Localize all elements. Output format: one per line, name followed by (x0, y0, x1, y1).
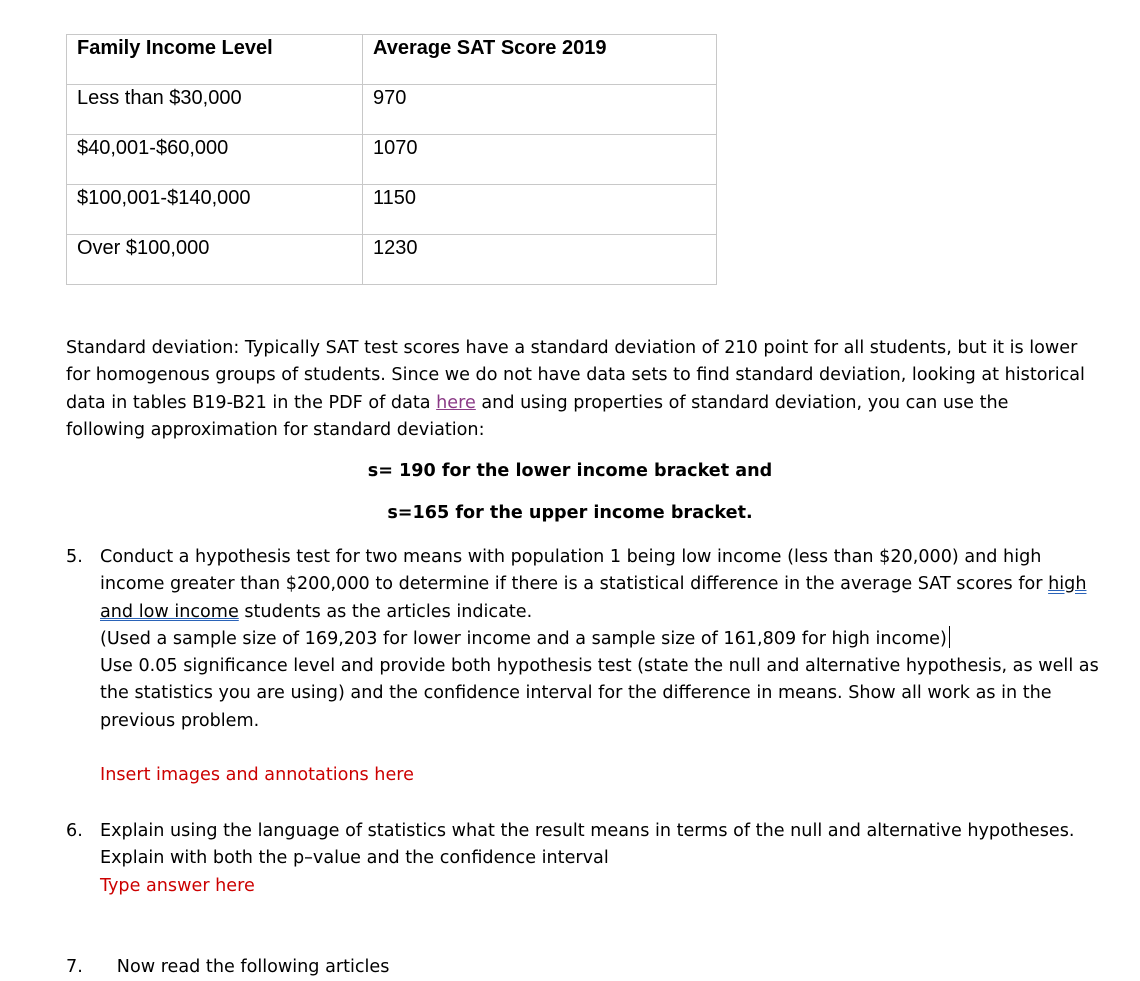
income-cell: Less than $30,000 (67, 85, 363, 135)
prompt-text: Conduct a hypothesis test for two means with population 1 being low income (less than $20,000) and high income greater than $200,000 to determine if there is a statistical difference in the average SAT scores for (100, 547, 1049, 595)
question-5-instructions: Use 0.05 significance level and provide both hypothesis test (state the null and alternative hypothesis, as well as the statistics you are using) and the confidence interval for the difference in means. Show all work as in the previous problem. (100, 656, 1099, 731)
standard-deviation-paragraph (66, 335, 1086, 444)
question-6-body (100, 818, 1106, 900)
income-cell: $40,001-$60,000 (67, 135, 363, 185)
question-6-line-2: Explain with both the p–value and the confidence interval (100, 848, 609, 869)
sd-upper-bracket: s=165 for the upper income bracket. (387, 503, 753, 523)
question-5 (66, 544, 1106, 789)
question-number: 5. (66, 547, 83, 567)
paragraph-text-end: and using properties of standard deviation, you can use the following approximation for standard deviation: (66, 392, 1009, 440)
score-cell: 970 (363, 85, 717, 135)
question-7-partial (66, 954, 389, 981)
table-row (67, 235, 717, 285)
score-cell: 1150 (363, 185, 717, 235)
sample-size-line (100, 626, 1106, 653)
answer-placeholder-5[interactable]: Insert images and annotations here (100, 765, 414, 786)
answer-placeholder-6[interactable]: Type answer here (100, 875, 255, 896)
sat-income-table (66, 34, 717, 285)
question-5-prompt (100, 544, 1106, 626)
question-number: 6. (66, 821, 83, 841)
table-row (67, 85, 717, 135)
underlined-phrase: high and low income (100, 574, 1087, 622)
sample-size-text: (Used a sample size of 169,203 for lower income and a sample size of 161,809 for high income) (100, 628, 947, 649)
question-5-body (100, 544, 1106, 789)
score-cell: 1070 (363, 135, 717, 185)
question-6 (66, 818, 1106, 900)
score-cell: 1230 (363, 235, 717, 285)
question-6-line-1: Explain using the language of statistics what the result means in terms of the null and alternative hypotheses. (100, 821, 1075, 841)
header-family-income: Family Income Level (67, 35, 363, 85)
table-row (67, 135, 717, 185)
question-7-text: Now read the following articles (116, 957, 390, 977)
table-header-row (67, 35, 717, 85)
data-pdf-link[interactable]: here (436, 392, 476, 413)
income-cell: $100,001-$140,000 (67, 185, 363, 235)
text-cursor (949, 626, 950, 648)
table-row (67, 185, 717, 235)
income-cell: Over $100,000 (67, 235, 363, 285)
sd-lower-bracket: s= 190 for the lower income bracket and (367, 461, 773, 481)
header-average-sat: Average SAT Score 2019 (363, 35, 717, 85)
paragraph-text-start: Standard deviation: Typically SAT test scores have a standard deviation of 210 point for all students, but it is lower for homogenous groups of students. Since we do not have data sets to find standard deviation, looking at historical data in tables B19-B21 in the PDF of data (66, 338, 1085, 413)
question-number: 7. (66, 957, 83, 977)
prompt-text-end: students as the articles indicate. (238, 601, 533, 622)
